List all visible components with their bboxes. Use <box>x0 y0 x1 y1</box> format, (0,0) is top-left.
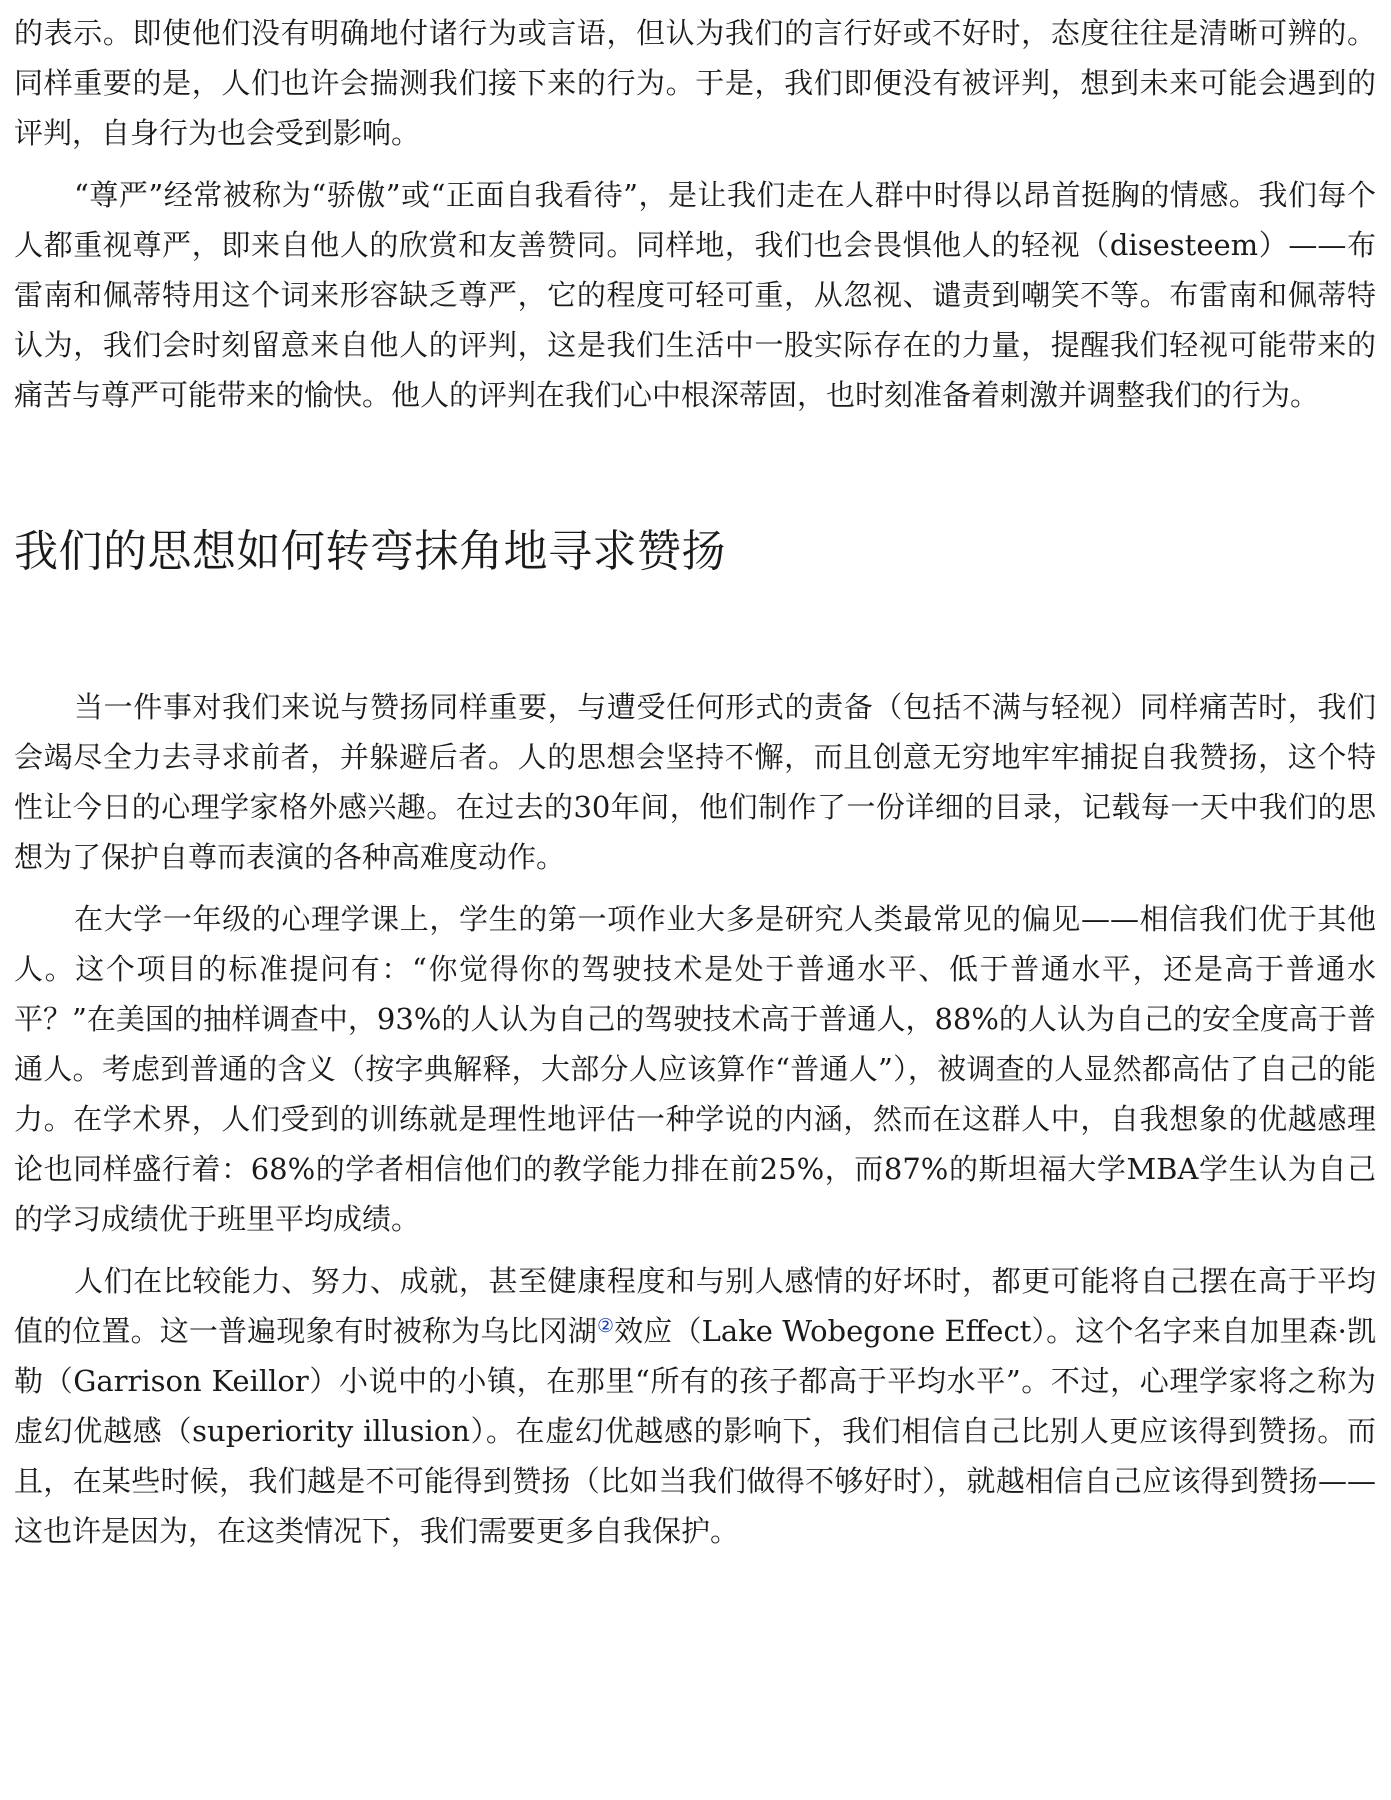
paragraph-text-before-note: 人们在比较能力、努力、成就，甚至健康程度和与别人感情的好坏时，都更可能将自己摆在高于平均值的位置。这一普遍现象有时被称为乌比冈湖 <box>14 1264 1376 1348</box>
document-page <box>14 8 1376 1556</box>
paragraph-continuation: 的表示。即使他们没有明确地付诸行为或言语，但认为我们的言行好或不好时，态度往往是清晰可辨的。同样重要的是，人们也许会揣测我们接下来的行为。于是，我们即便没有被评判，想到未来可能会遇到的评判，自身行为也会受到影响。 <box>14 16 1376 150</box>
section-heading: 我们的思想如何转弯抹角地寻求赞扬 <box>14 526 726 577</box>
paragraph-seeking-praise: 当一件事对我们来说与赞扬同样重要，与遭受任何形式的责备（包括不满与轻视）同样痛苦时，我们会竭尽全力去寻求前者，并躲避后者。人的思想会坚持不懈，而且创意无穷地牢牢捕捉自我赞扬，这个特性让今日的心理学家格外感兴趣。在过去的30年间，他们制作了一份详细的目录，记载每一天中我们的思想为了保护自尊而表演的各种高难度动作。 <box>14 690 1376 874</box>
paragraph-dignity: “尊严”经常被称为“骄傲”或“正面自我看待”，是让我们走在人群中时得以昂首挺胸的情感。我们每个人都重视尊严，即来自他人的欣赏和友善赞同。同样地，我们也会畏惧他人的轻视（disesteem）——布雷南和佩蒂特用这个词来形容缺乏尊严，它的程度可轻可重，从忽视、谴责到嘲笑不等。布雷南和佩蒂特认为，我们会时刻留意来自他人的评判，这是我们生活中一股实际存在的力量，提醒我们轻视可能带来的痛苦与尊严可能带来的愉快。他人的评判在我们心中根深蒂固，也时刻准备着刺激并调整我们的行为。 <box>14 178 1376 412</box>
paragraph-lake-wobegone <box>14 1256 1376 1556</box>
footnote-link[interactable]: ② <box>596 1315 615 1337</box>
paragraph-psychology-class: 在大学一年级的心理学课上，学生的第一项作业大多是研究人类最常见的偏见——相信我们优于其他人。这个项目的标准提问有：“你觉得你的驾驶技术是处于普通水平、低于普通水平，还是高于普通水平？”在美国的抽样调查中，93%的人认为自己的驾驶技术高于普通人，88%的人认为自己的安全度高于普通人。考虑到普通的含义（按字典解释，大部分人应该算作“普通人”），被调查的人显然都高估了自己的能力。在学术界，人们受到的训练就是理性地评估一种学说的内涵，然而在这群人中，自我想象的优越感理论也同样盛行着：68%的学者相信他们的教学能力排在前25%，而87%的斯坦福大学MBA学生认为自己的学习成绩优于班里平均成绩。 <box>14 902 1376 1236</box>
paragraph-text-after-note: 效应（Lake Wobegone Effect）。这个名字来自加里森·凯勒（Garrison Keillor）小说中的小镇，在那里“所有的孩子都高于平均水平”。不过，心理学家将之称为虚幻优越感（superiority illusion）。在虚幻优越感的影响下，我们相信自己比别人更应该得到赞扬。而且，在某些时候，我们越是不可能得到赞扬（比如当我们做得不够好时），就越相信自己应该得到赞扬——这也许是因为，在这类情况下，我们需要更多自我保护。 <box>14 1314 1376 1548</box>
